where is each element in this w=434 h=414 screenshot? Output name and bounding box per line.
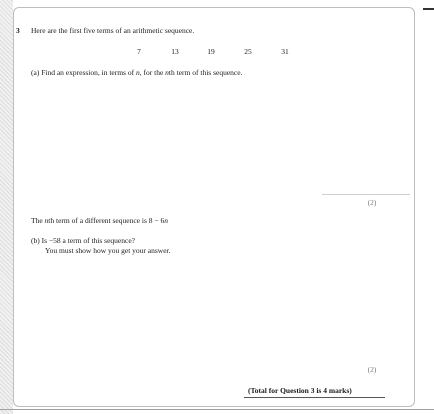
part-b-question: (b) Is −58 a term of this sequence? (31, 236, 135, 245)
part-a-prefix: (a) Find an expression, in terms of (31, 68, 136, 77)
answer-line (322, 194, 410, 195)
part-a-variable: n (135, 68, 140, 77)
sequence-term: 25 (244, 47, 252, 56)
sequence-term: 13 (171, 47, 179, 56)
part-a-suffix: th term of this sequence. (168, 68, 243, 77)
question-intro: Here are the first five terms of an arithmetic sequence. (31, 26, 195, 35)
nth-prefix: The (31, 216, 45, 225)
nth-middle: th term of a different sequence is 8 − 6 (48, 216, 165, 225)
sequence-term: 31 (281, 47, 289, 56)
nth-term-statement (31, 216, 168, 226)
part-a-question (31, 68, 242, 78)
sequence-term: 7 (137, 47, 141, 56)
question-number: 3 (16, 26, 20, 35)
scroll-marker (423, 8, 434, 10)
sequence-term: 19 (207, 47, 215, 56)
part-b-marks: (2) (367, 365, 377, 374)
nth-variable: n (164, 216, 168, 225)
page-divider (0, 409, 434, 410)
part-b-instruction: You must show how you get your answer. (45, 246, 171, 255)
part-a-nth: n (165, 68, 169, 77)
question-total: (Total for Question 3 is 4 marks) (248, 386, 352, 395)
page-margin-stripe (0, 0, 13, 414)
part-a-marks: (2) (367, 198, 377, 207)
part-a-middle: , for the (139, 68, 166, 77)
question-card (13, 7, 415, 407)
total-underline (244, 397, 385, 398)
nth-italic: n (44, 216, 49, 225)
